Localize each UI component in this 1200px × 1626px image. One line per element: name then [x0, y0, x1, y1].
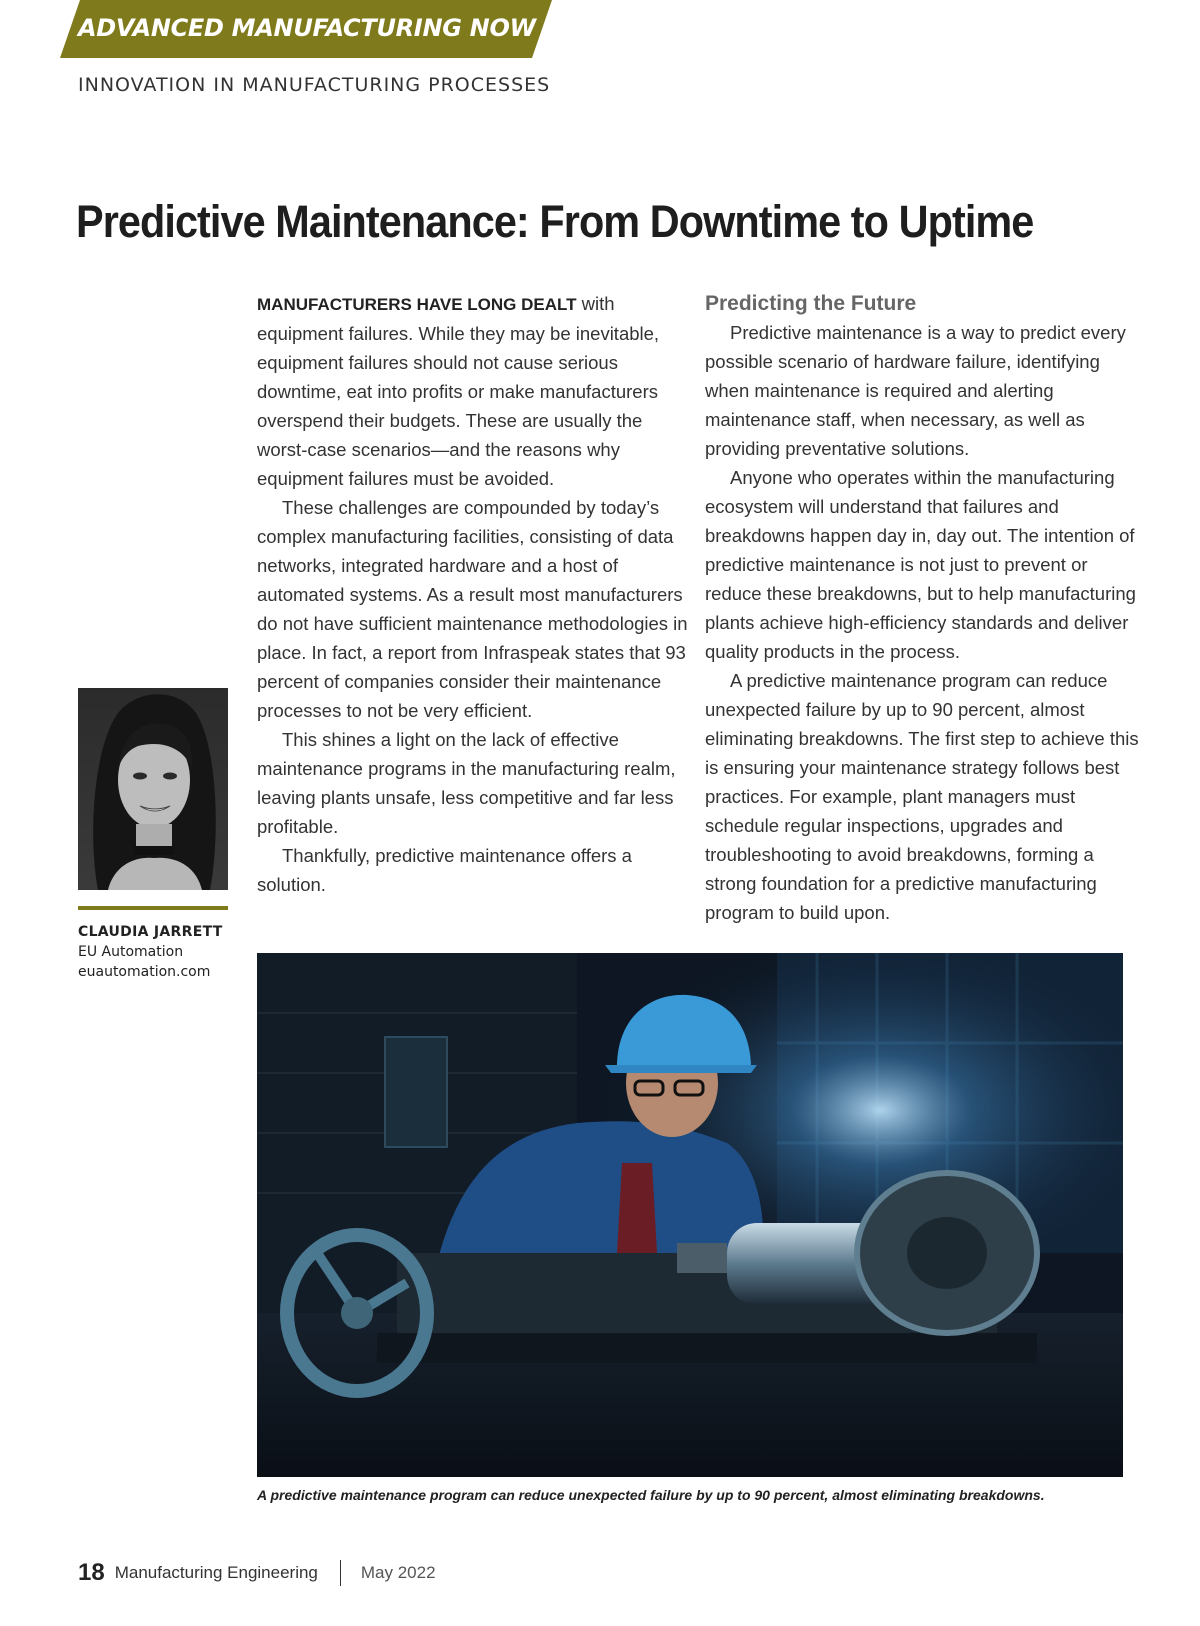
- banner-title: ADVANCED MANUFACTURING NOW: [78, 14, 536, 42]
- paragraph: A predictive maintenance program can reduce unexpected failure by up to 90 percent, almost eliminating breakdowns. The first step to achieve this is ensuring your maintenance strategy follows best practices. For example, plant managers must schedule regular inspections, upgrades and troubleshooting to avoid breakdowns, forming a strong foundation for a predictive manufacturing program to build upon.: [705, 670, 1139, 923]
- author-portrait-image: [78, 688, 228, 890]
- page-number: 18: [78, 1559, 105, 1586]
- photo-caption: A predictive maintenance program can reduce unexpected failure by up to 90 percent, almost eliminating breakdowns.: [257, 1487, 1045, 1503]
- author-divider: [78, 906, 228, 910]
- article-column-right: [705, 289, 1141, 927]
- publication-name: Manufacturing Engineering: [114, 1563, 318, 1582]
- article-column-left: [257, 289, 693, 899]
- page-footer: [78, 1558, 436, 1588]
- author-photo: [78, 688, 228, 890]
- issue-date: May 2022: [360, 1563, 436, 1582]
- paragraph: These challenges are compounded by today’s complex manufacturing facilities, consisting of data networks, integrated hardware and a host of automated systems. As a result most manufacturers do not have sufficient maintenance methodologies in place. In fact, a report from Infraspeak states that 93 percent of companies consider their maintenance processes to not be very efficient.: [257, 497, 688, 721]
- machinist-lathe-image: [257, 953, 1123, 1477]
- author-website: euautomation.com: [78, 964, 211, 980]
- lead-caps: MANUFACTURERS HAVE LONG DEALT: [257, 295, 577, 314]
- paragraph: MANUFACTURERS HAVE LONG DEALT with equipment failures. While they may be inevitable, equipment failures should not cause serious downtime, eat into profits or make manufacturers overspend their budgets. These are usually the worst-case scenarios—and the reasons why equipment failures must be avoided.: [257, 293, 660, 489]
- paragraph: This shines a light on the lack of effective maintenance programs in the manufacturing realm, leaving plants unsafe, less competitive and far less profitable.: [257, 729, 676, 837]
- author-organization: EU Automation: [78, 944, 184, 960]
- subhead: Predicting the Future: [705, 292, 917, 315]
- paragraph: Predictive maintenance is a way to predict every possible scenario of hardware failure, identifying when maintenance is required and alerting maintenance staff, when necessary, as well as providing preventative solutions.: [705, 322, 1126, 459]
- paragraph: Thankfully, predictive maintenance offers a solution.: [257, 845, 632, 895]
- author-name: CLAUDIA JARRETT: [78, 924, 223, 940]
- section-label: INNOVATION IN MANUFACTURING PROCESSES: [78, 74, 551, 96]
- footer-divider: [340, 1560, 341, 1586]
- paragraph: Anyone who operates within the manufacturing ecosystem will understand that failures and breakdowns happen day in, day out. The intention of predictive maintenance is not just to prevent or reduce these breakdowns, but to help manufacturing plants achieve high-efficiency standards and deliver quality products in the process.: [705, 467, 1136, 662]
- article-title: Predictive Maintenance: From Downtime to Uptime: [76, 196, 1034, 247]
- article-photo: [257, 953, 1123, 1477]
